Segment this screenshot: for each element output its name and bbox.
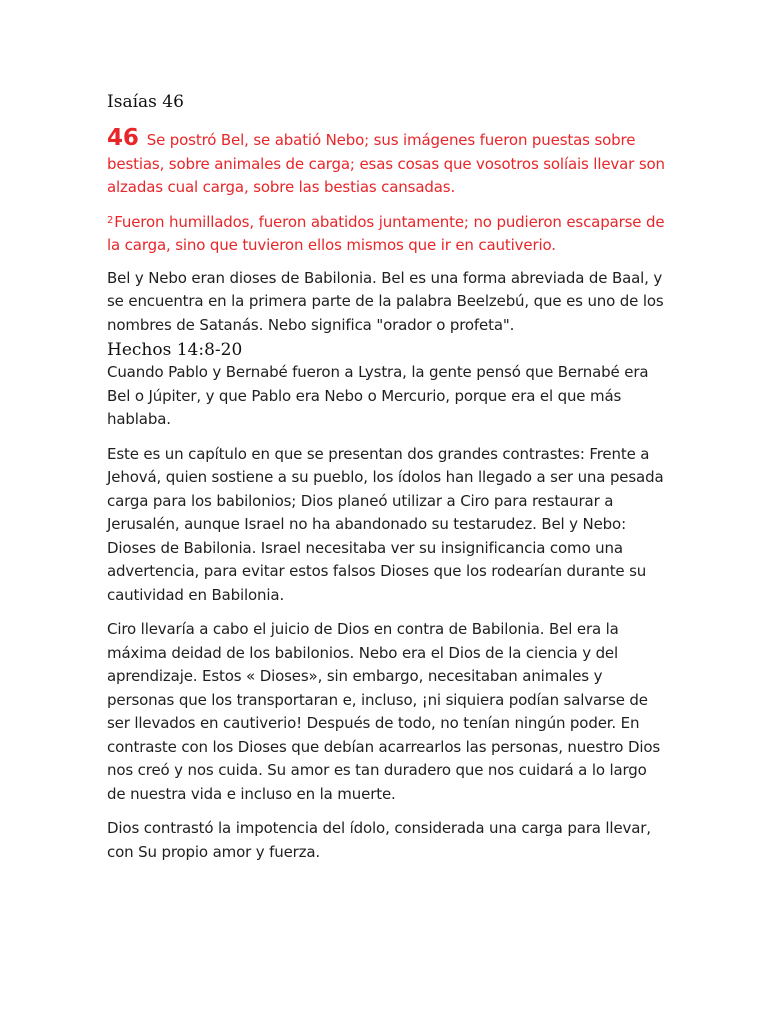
- document-page: [107, 90, 667, 875]
- verse-number: 2: [107, 214, 114, 226]
- paragraph-impotencia: Dios contrastó la impotencia del ídolo, considerada una carga para llevar, con Su propio amor y fuerza.: [107, 819, 651, 861]
- chapter-number: 46: [107, 125, 139, 151]
- paragraph-contrastes: Este es un capítulo en que se presentan dos grandes contrastes: Frente a Jehová, quien sostiene a su pueblo, los ídolos han llegado a ser una pesada carga para los babilonios; Dios planeó utilizar a Ciro para restaurar a Jerusalén, aunque Israel no ha abandonado su testarudez. Bel y Nebo: Dioses de Babilonia. Israel necesitaba ver su insignificancia como una advertencia, para evitar estos falsos Dioses que los rodearían durante su cautividad en Babilonia.: [107, 444, 664, 604]
- verse-1-text: Se postró Bel, se abatió Nebo; sus imágenes fueron puestas sobre bestias, sobre animales de carga; esas cosas que vosotros solíais llevar son alzadas cual carga, sobre las bestias cansadas.: [107, 131, 665, 196]
- paragraph-ciro: Ciro llevaría a cabo el juicio de Dios en contra de Babilonia. Bel era la máxima deidad de los babilonios. Nebo era el Dios de la ciencia y del aprendizaje. Estos « Dioses», sin embargo, necesitaban animales y personas que los transportaran e, incluso, ¡ni siquiera podían salvarse de ser llevados en cautiverio! Después de todo, no tenían ningún poder. En contraste con los Dioses que debían acarrearlos las personas, nuestro Dios nos creó y nos cuida. Su amor es tan duradero que nos cuidará a lo largo de nuestra vida e incluso en la muerte.: [107, 620, 661, 803]
- paragraph-bel-nebo: Bel y Nebo eran dioses de Babilonia. Bel es una forma abreviada de Baal, y se encuentra en la primera parte de la palabra Beelzebú, que es uno de los nombres de Satanás. Nebo significa "orador o profeta".: [107, 268, 664, 334]
- section-heading-hechos: Hechos 14:8-20: [107, 340, 243, 360]
- page-title: Isaías 46: [107, 92, 184, 112]
- verse-2-text: Fueron humillados, fueron abatidos juntamente; no pudieron escaparse de la carga, sino que tuvieron ellos mismos que ir en cautiverio.: [107, 212, 665, 254]
- verse-1: [107, 125, 667, 200]
- verse-2: [107, 209, 667, 258]
- paragraph-lystra: Cuando Pablo y Bernabé fueron a Lystra, la gente pensó que Bernabé era Bel o Júpiter, y que Pablo era Nebo o Mercurio, porque era el que más hablaba.: [107, 363, 649, 428]
